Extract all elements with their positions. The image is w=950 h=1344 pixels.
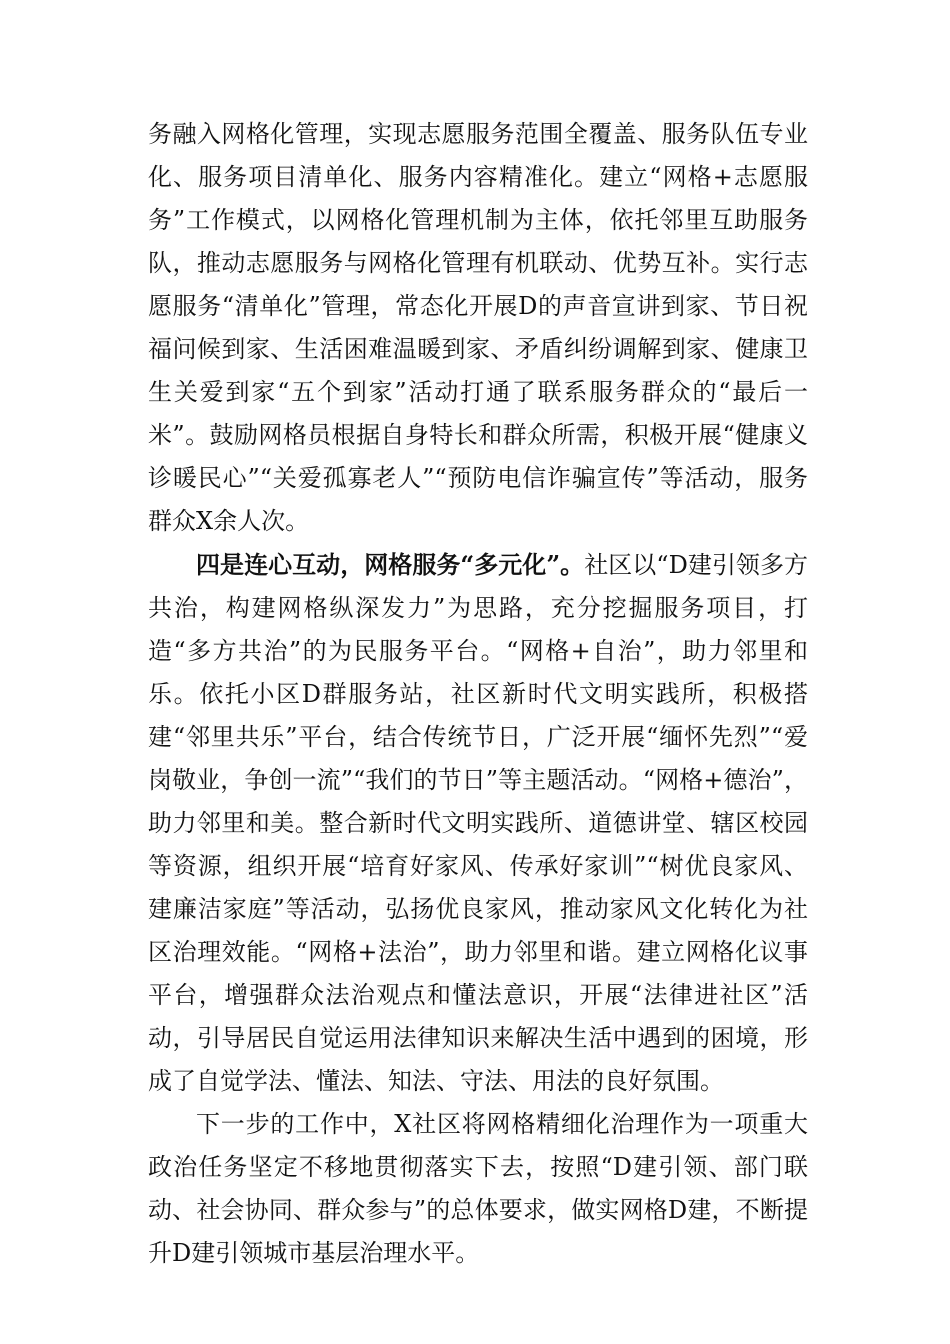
section-heading: 四是连心互动，网格服务“多元化”。 [196,550,585,579]
document-body [148,113,808,1275]
paragraph-body: 社区以“D建引领多方共治，构建网格纵深发力”为思路，充分挖掘服务项目，打造“多方共治”的为民服务平台。“网格+自治”，助力邻里和乐。依托小区D群服务站，社区新时代文明实践所，积极搭建“邻里共乐”平台，结合传统节日，广泛开展“缅怀先烈”“爱岗敬业，争创一流”“我们的节日”等主题活动。“网格+德治”，助力邻里和美。整合新时代文明实践所、道德讲堂、辖区校园等资源，组织开展“培育好家风、传承好家训”“树优良家风、建廉洁家庭”等活动，弘扬优良家风，推动家风文化转化为社区治理效能。“网格+法治”，助力邻里和谐。建立网格化议事平台，增强群众法治观点和懂法意识，开展“法律进社区”活动，引导居民自觉运用法律知识来解决生活中遇到的困境，形成了自觉学法、懂法、知法、守法、用法的良好氛围。 [148,551,808,1095]
paragraph-volunteer-service: 务融入网格化管理，实现志愿服务范围全覆盖、服务队伍专业化、服务项目清单化、服务内容精准化。建立“网格+志愿服务”工作模式，以网格化管理机制为主体，依托邻里互助服务队，推动志愿服务与网格化管理有机联动、优势互补。实行志愿服务“清单化”管理，常态化开展D的声音宣讲到家、节日祝福问候到家、生活困难温暖到家、矛盾纠纷调解到家、健康卫生关爱到家“五个到家”活动打通了联系服务群众的“最后一米”。鼓励网格员根据自身特长和群众所需，积极开展“健康义诊暖民心”“关爱孤寡老人”“预防电信诈骗宣传”等活动，服务群众X余人次。 [148,120,808,535]
paragraph-multi-governance [148,543,808,1103]
paragraph-next-steps: 下一步的工作中，X社区将网格精细化治理作为一项重大政治任务坚定不移地贯彻落实下去，按照“D建引领、部门联动、社会协同、群众参与”的总体要求，做实网格D建，不断提升D建引领城市基层治理水平。 [148,1110,808,1267]
